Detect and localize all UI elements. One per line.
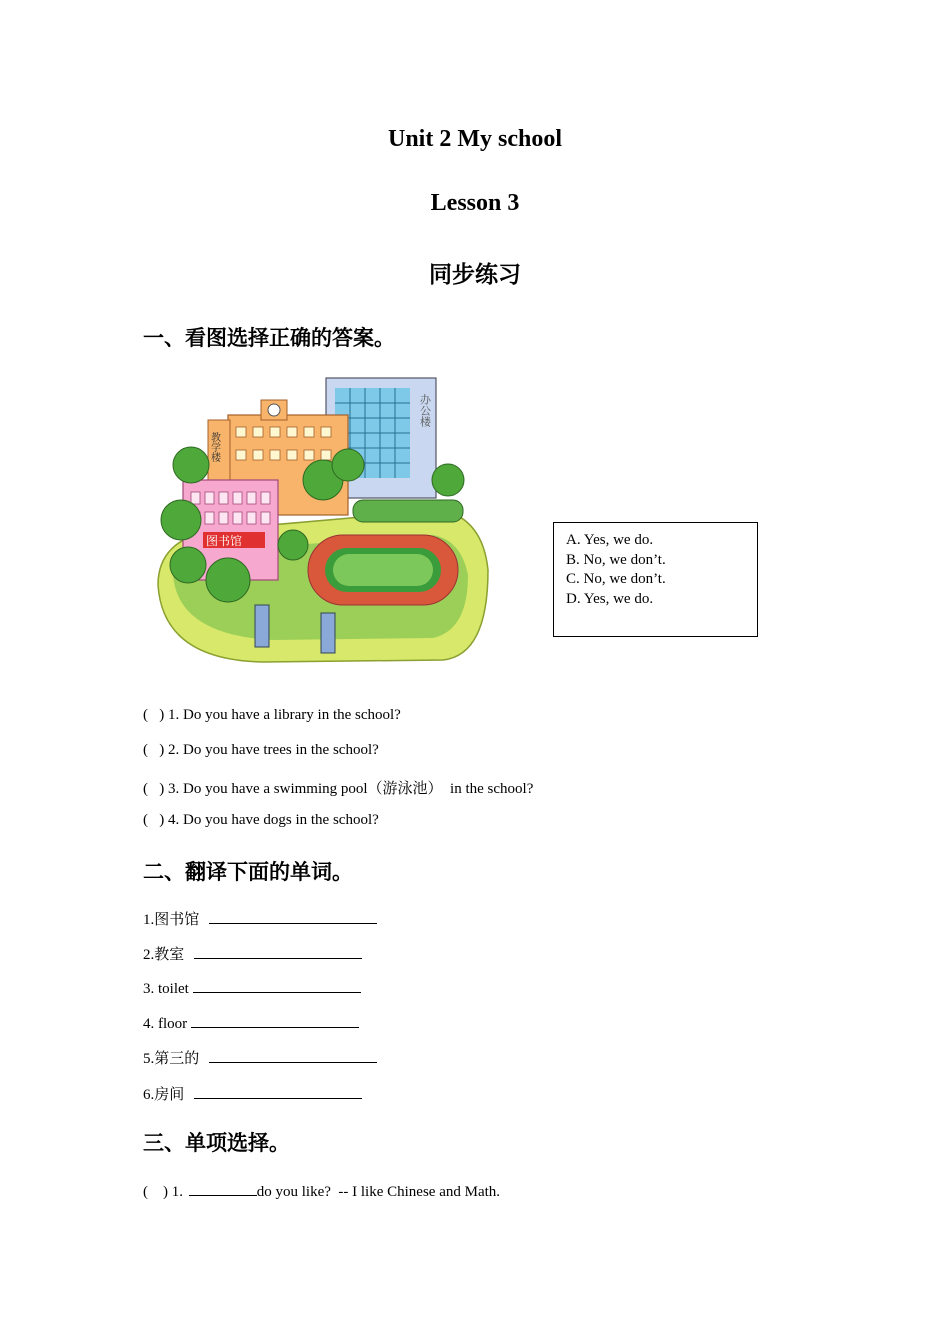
page-title: Unit 2 My school: [388, 126, 562, 152]
answer-blank[interactable]: [209, 1048, 377, 1063]
translate-item-2: [143, 943, 362, 964]
running-track: [308, 535, 458, 605]
answer-blank[interactable]: [191, 1013, 359, 1028]
office-label: 办公楼: [418, 394, 432, 427]
item-label: 5.第三的: [143, 1051, 200, 1067]
question-2: ( ) 2. Do you have trees in the school?: [143, 742, 379, 758]
question-1: ( ) 1. Do you have a library in the school?: [143, 707, 401, 723]
option-b: B. No, we don’t.: [566, 551, 666, 568]
teaching-label: 教学楼: [208, 432, 220, 462]
translate-item-6: [143, 1083, 362, 1104]
question-4: ( ) 4. Do you have dogs in the school?: [143, 812, 379, 828]
option-d: D. Yes, we do.: [566, 590, 654, 607]
question-text: do you like? -- I like Chinese and Math.: [256, 1184, 501, 1200]
lesson-title: Lesson 3: [430, 190, 520, 216]
answer-blank[interactable]: [193, 978, 361, 993]
item-label: 1.图书馆: [143, 912, 200, 928]
item-label: 2.教室: [143, 947, 185, 963]
library-label: 图书馆: [206, 534, 243, 548]
translate-item-1: [143, 908, 377, 929]
section1-heading: 一、看图选择正确的答案。: [143, 326, 395, 350]
translate-item-4: [143, 1013, 359, 1033]
choice-question-1: [143, 1181, 500, 1201]
school-illustration: [143, 370, 513, 670]
answer-blank[interactable]: [209, 909, 377, 924]
answer-blank[interactable]: [189, 1181, 257, 1196]
question-prefix: ( ) 1.: [143, 1184, 187, 1200]
answer-blank[interactable]: [194, 1084, 362, 1099]
page-subtitle: 同步练习: [429, 262, 521, 288]
item-label: 4. floor: [143, 1016, 188, 1032]
item-label: 6.房间: [143, 1087, 185, 1103]
translate-item-3: [143, 978, 361, 998]
section3-heading: 三、单项选择。: [143, 1131, 290, 1155]
option-a: A. Yes, we do.: [566, 532, 654, 548]
option-c: C. No, we don’t.: [566, 571, 666, 587]
answer-options-box: [553, 522, 758, 637]
question-3: ( ) 3. Do you have a swimming pool（游泳池） in the school?: [143, 781, 534, 797]
translate-item-5: [143, 1047, 377, 1068]
item-label: 3. toilet: [143, 981, 189, 997]
answer-blank[interactable]: [194, 944, 362, 959]
section2-heading: 二、翻译下面的单词。: [143, 860, 353, 884]
